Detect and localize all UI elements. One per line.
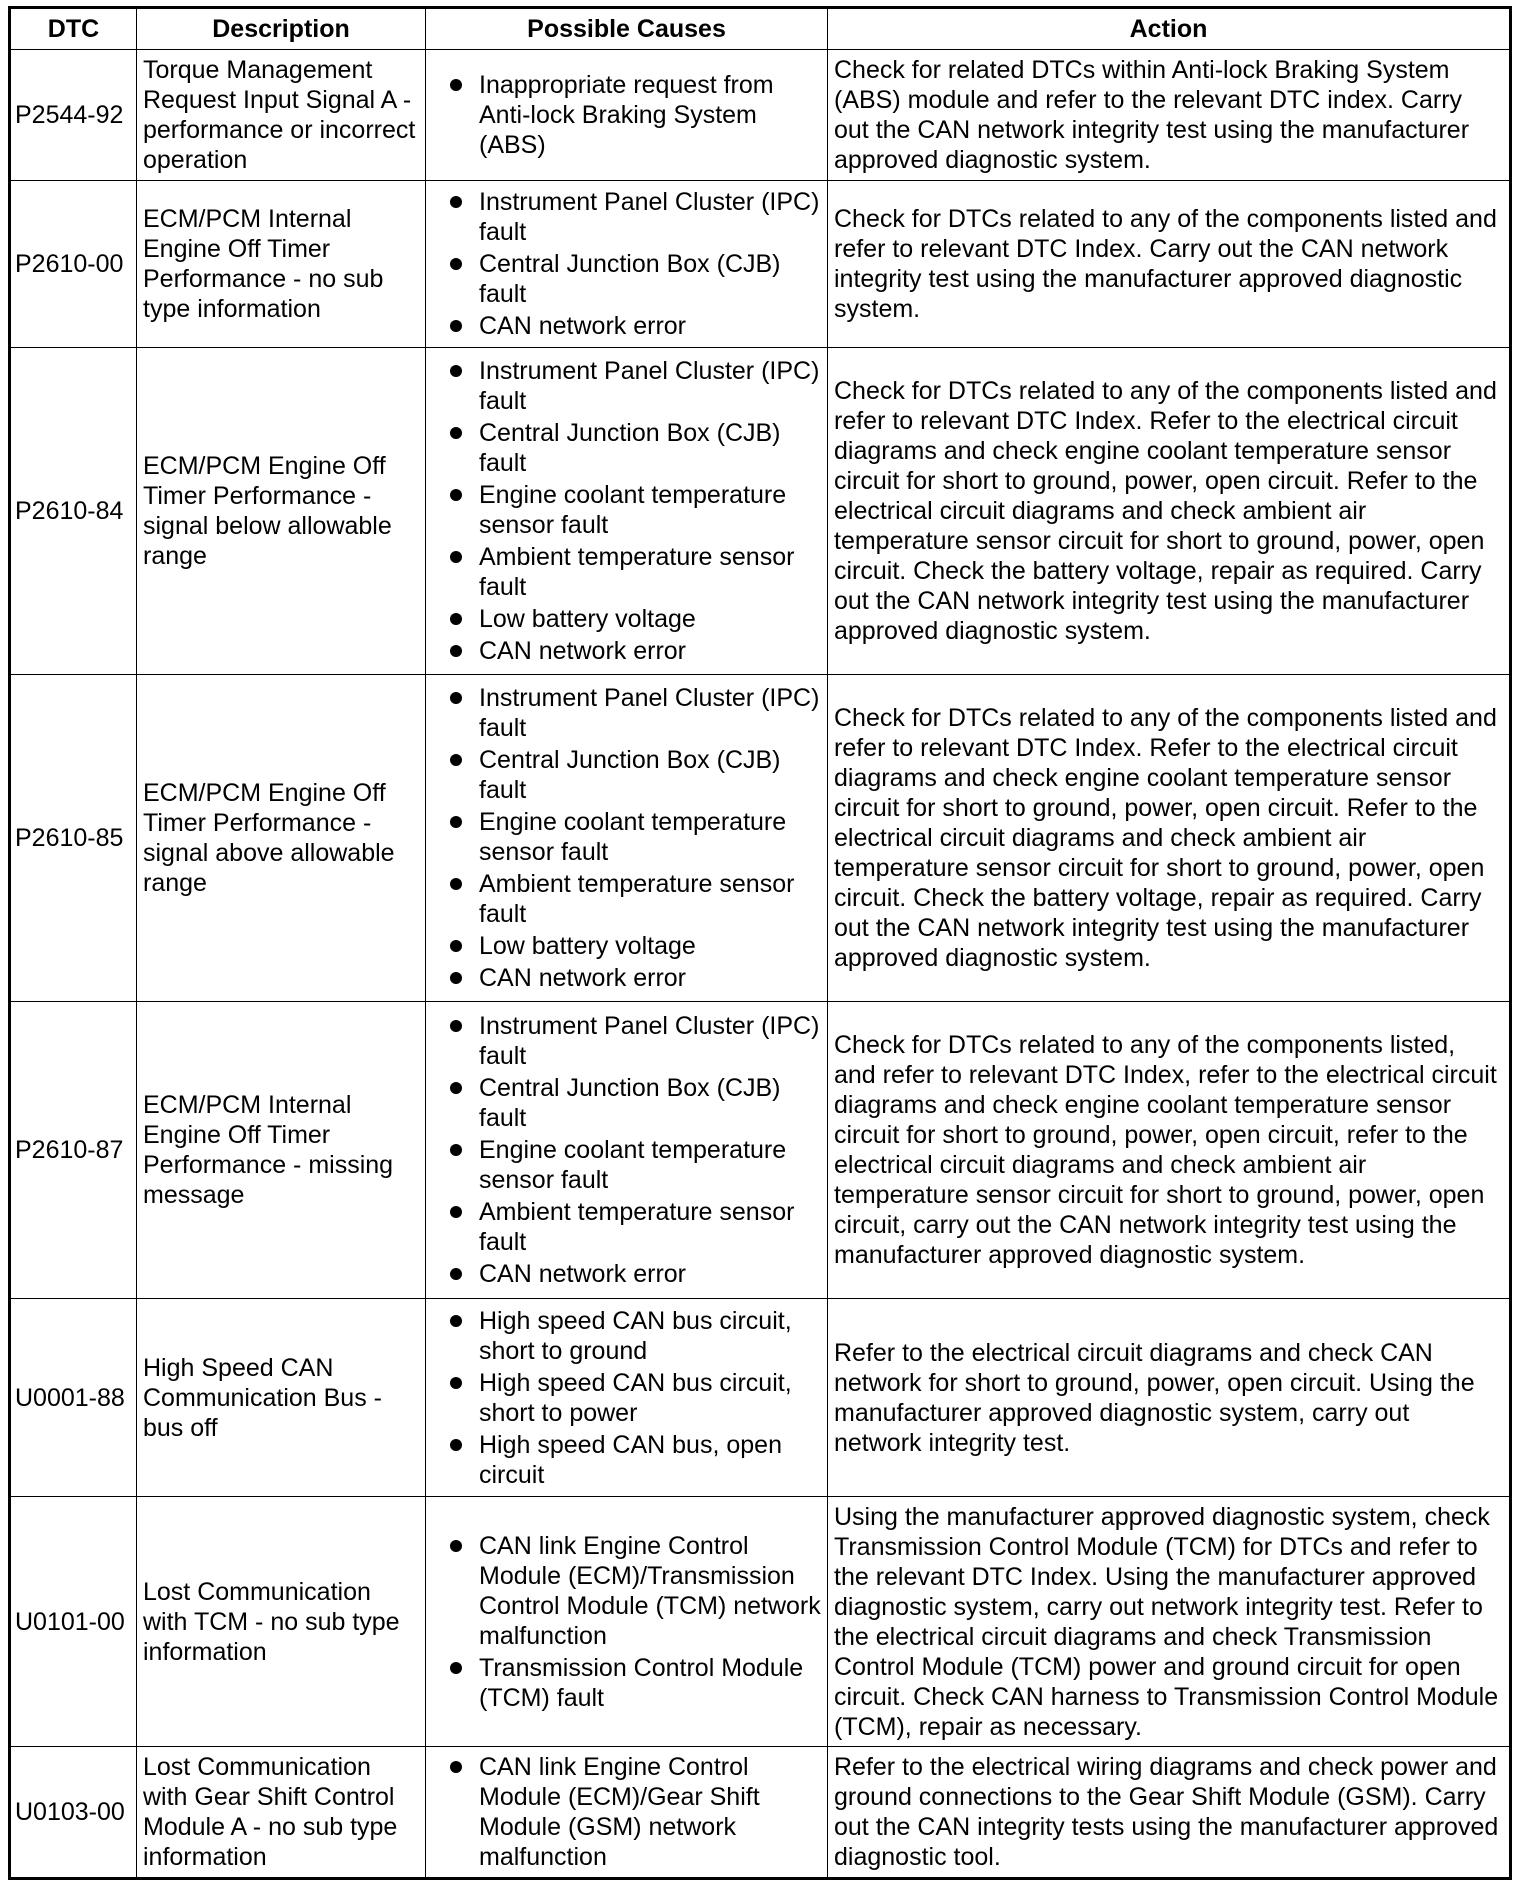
dtc-table	[8, 6, 1512, 1880]
cause-item: Instrument Panel Cluster (IPC) fault	[426, 1011, 823, 1071]
table-row	[10, 181, 1511, 348]
header-possible-causes: Possible Causes	[426, 8, 828, 50]
cause-item: Central Junction Box (CJB) fault	[426, 249, 823, 309]
cause-item: Low battery voltage	[426, 931, 823, 961]
cause-item: Instrument Panel Cluster (IPC) fault	[426, 683, 823, 743]
cause-item: Low battery voltage	[426, 604, 823, 634]
dtc-action: Check for related DTCs within Anti-lock Braking System (ABS) module and refer to the relevant DTC index. Carry out the CAN network integrity test using the manufacturer approved diagnostic system.	[828, 50, 1511, 181]
cause-item: CAN link Engine Control Module (ECM)/Transmission Control Module (TCM) network malfunction	[426, 1531, 823, 1651]
possible-causes	[426, 1299, 828, 1497]
dtc-action: Using the manufacturer approved diagnostic system, check Transmission Control Module (TCM) for DTCs and refer to the relevant DTC Index. Using the manufacturer approved diagnostic system, carry out network integrity test. Refer to the electrical circuit diagrams and check Transmission Control Module (TCM) power and ground circuit for open circuit. Check CAN harness to Transmission Control Module (TCM), repair as necessary.	[828, 1497, 1511, 1747]
possible-causes	[426, 348, 828, 675]
cause-item: High speed CAN bus, open circuit	[426, 1430, 823, 1490]
table-row	[10, 1299, 1511, 1497]
dtc-code: U0101-00	[10, 1497, 137, 1747]
header-dtc: DTC	[10, 8, 137, 50]
dtc-action: Check for DTCs related to any of the components listed and refer to relevant DTC Index. Refer to the electrical circuit diagrams and check engine coolant temperature sensor circuit for short to ground, power, open circuit. Refer to the electrical circuit diagrams and check ambient air temperature sensor circuit for short to ground, power, open circuit. Check the battery voltage, repair as required. Carry out the CAN network integrity test using the manufacturer approved diagnostic system.	[828, 675, 1511, 1002]
dtc-action: Refer to the electrical wiring diagrams and check power and ground connections to the Gear Shift Module (GSM). Carry out the CAN integrity tests using the manufacturer approved diagnostic tool.	[828, 1747, 1511, 1879]
cause-item: Transmission Control Module (TCM) fault	[426, 1653, 823, 1713]
cause-item: CAN network error	[426, 311, 823, 341]
dtc-code: P2610-87	[10, 1002, 137, 1299]
dtc-description: ECM/PCM Internal Engine Off Timer Performance - missing message	[137, 1002, 426, 1299]
table-row	[10, 348, 1511, 675]
cause-item: Ambient temperature sensor fault	[426, 869, 823, 929]
dtc-description: ECM/PCM Engine Off Timer Performance - signal above allowable range	[137, 675, 426, 1002]
table-row	[10, 50, 1511, 181]
dtc-description: Lost Communication with TCM - no sub type information	[137, 1497, 426, 1747]
cause-item: Engine coolant temperature sensor fault	[426, 807, 823, 867]
possible-causes	[426, 1497, 828, 1747]
cause-item: Inappropriate request from Anti-lock Braking System (ABS)	[426, 70, 823, 160]
dtc-code: U0001-88	[10, 1299, 137, 1497]
dtc-action: Check for DTCs related to any of the components listed and refer to relevant DTC Index. Refer to the electrical circuit diagrams and check engine coolant temperature sensor circuit for short to ground, power, open circuit. Refer to the electrical circuit diagrams and check ambient air temperature sensor circuit for short to ground, power, open circuit. Check the battery voltage, repair as required. Carry out the CAN network integrity test using the manufacturer approved diagnostic system.	[828, 348, 1511, 675]
dtc-description: ECM/PCM Internal Engine Off Timer Performance - no sub type information	[137, 181, 426, 348]
header-action: Action	[828, 8, 1511, 50]
cause-item: Engine coolant temperature sensor fault	[426, 1135, 823, 1195]
cause-item: Central Junction Box (CJB) fault	[426, 745, 823, 805]
dtc-action: Check for DTCs related to any of the components listed and refer to relevant DTC Index. Carry out the CAN network integrity test using the manufacturer approved diagnostic system.	[828, 181, 1511, 348]
possible-causes	[426, 1747, 828, 1879]
cause-item: Central Junction Box (CJB) fault	[426, 418, 823, 478]
possible-causes	[426, 675, 828, 1002]
table-row	[10, 1747, 1511, 1879]
dtc-code: P2610-85	[10, 675, 137, 1002]
dtc-code: U0103-00	[10, 1747, 137, 1879]
cause-item: CAN link Engine Control Module (ECM)/Gear Shift Module (GSM) network malfunction	[426, 1752, 823, 1872]
dtc-description: ECM/PCM Engine Off Timer Performance - signal below allowable range	[137, 348, 426, 675]
cause-item: High speed CAN bus circuit, short to ground	[426, 1306, 823, 1366]
possible-causes	[426, 181, 828, 348]
dtc-code: P2610-84	[10, 348, 137, 675]
dtc-action: Refer to the electrical circuit diagrams and check CAN network for short to ground, power, open circuit. Using the manufacturer approved diagnostic system, carry out network integrity test.	[828, 1299, 1511, 1497]
cause-item: Instrument Panel Cluster (IPC) fault	[426, 356, 823, 416]
cause-item: Ambient temperature sensor fault	[426, 1197, 823, 1257]
cause-item: Central Junction Box (CJB) fault	[426, 1073, 823, 1133]
header-description: Description	[137, 8, 426, 50]
header-row	[10, 8, 1511, 50]
dtc-description: High Speed CAN Communication Bus - bus off	[137, 1299, 426, 1497]
table-row	[10, 1497, 1511, 1747]
dtc-description: Lost Communication with Gear Shift Control Module A - no sub type information	[137, 1747, 426, 1879]
cause-item: CAN network error	[426, 1259, 823, 1289]
dtc-code: P2544-92	[10, 50, 137, 181]
cause-item: High speed CAN bus circuit, short to power	[426, 1368, 823, 1428]
cause-item: CAN network error	[426, 636, 823, 666]
cause-item: Engine coolant temperature sensor fault	[426, 480, 823, 540]
cause-item: Ambient temperature sensor fault	[426, 542, 823, 602]
cause-item: Instrument Panel Cluster (IPC) fault	[426, 187, 823, 247]
dtc-code: P2610-00	[10, 181, 137, 348]
table-row	[10, 1002, 1511, 1299]
possible-causes	[426, 50, 828, 181]
cause-item: CAN network error	[426, 963, 823, 993]
dtc-action: Check for DTCs related to any of the components listed, and refer to relevant DTC Index, refer to the electrical circuit diagrams and check engine coolant temperature sensor circuit for short to ground, power, open circuit, refer to the electrical circuit diagrams and check ambient air temperature sensor circuit for short to ground, power, open circuit, carry out the CAN network integrity test using the manufacturer approved diagnostic system.	[828, 1002, 1511, 1299]
dtc-description: Torque Management Request Input Signal A - performance or incorrect operation	[137, 50, 426, 181]
possible-causes	[426, 1002, 828, 1299]
table-row	[10, 675, 1511, 1002]
